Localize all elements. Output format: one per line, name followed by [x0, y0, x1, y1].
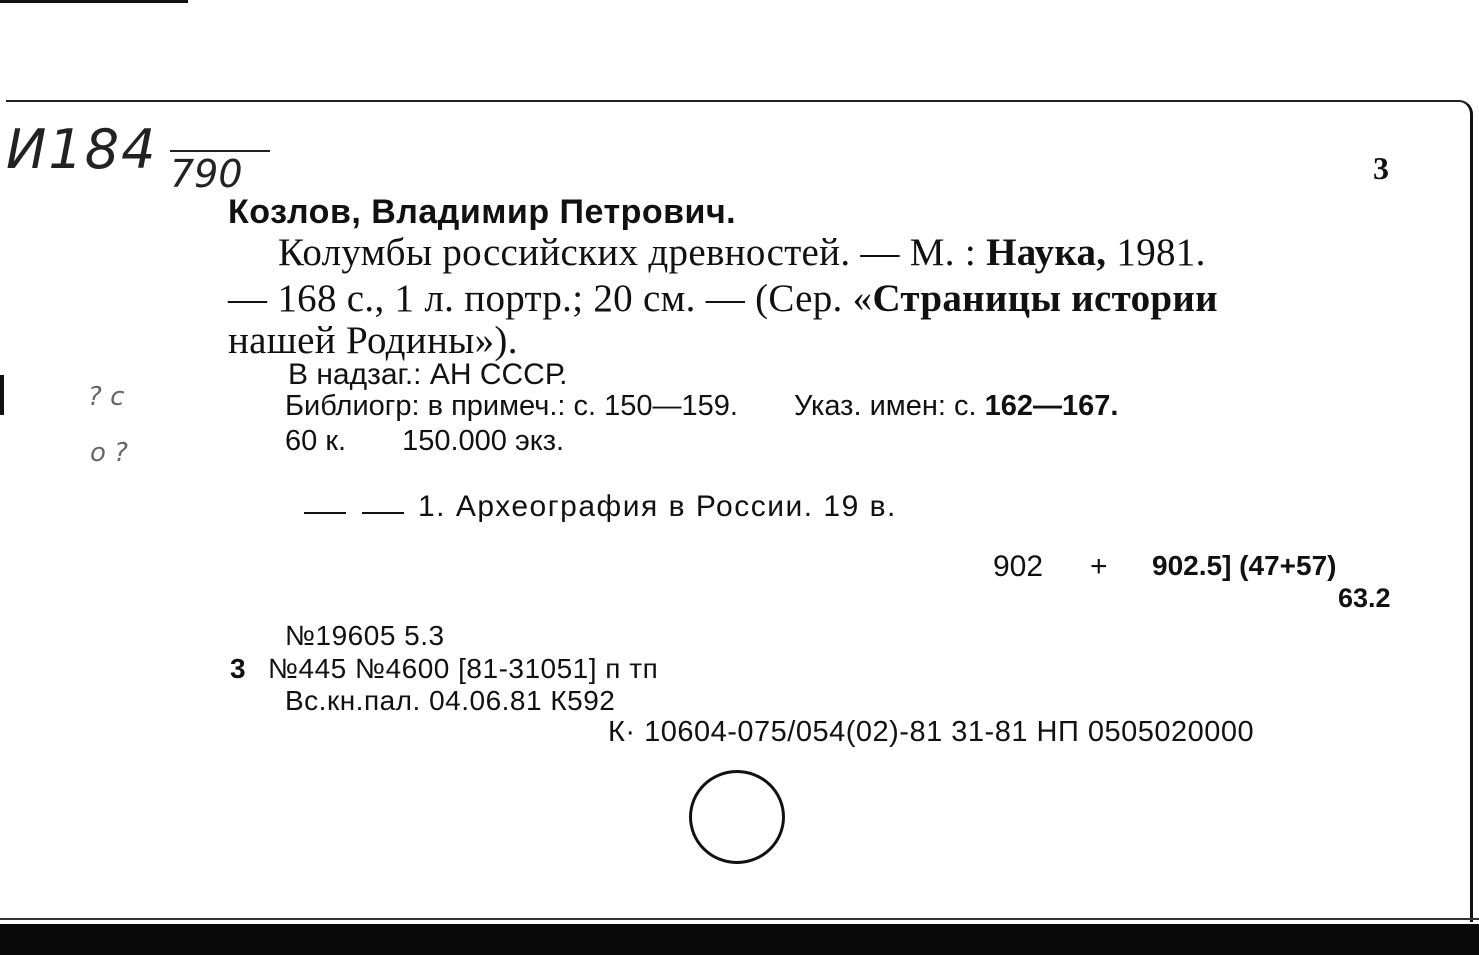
subject-dash	[304, 512, 346, 514]
bibliography-text: Библиогр: в примеч.: с. 150—159.	[285, 390, 738, 422]
tech-line-3: Вс.кн.пал. 04.06.81 К592	[285, 685, 616, 716]
handwritten-shelfmark-sub: 790	[170, 152, 243, 196]
handwritten-shelfmark: И184	[6, 118, 158, 181]
handwritten-margin-note: о ?	[90, 438, 128, 468]
classification-b: 902.5] (47+57)	[1152, 550, 1337, 581]
print-run: 150.000 экз.	[402, 425, 565, 457]
classification-a: 902	[993, 550, 1044, 583]
tech-line-2: №445 №4600 [81-31051] п тп	[268, 653, 659, 684]
series-end: нашей Родины»).	[228, 319, 518, 362]
price: 60 к.	[285, 425, 347, 457]
scan-top-rule	[0, 0, 188, 3]
extent-line	[228, 276, 1218, 321]
subject-dash	[362, 512, 404, 514]
year: 1981.	[1106, 231, 1206, 274]
index-pages: 162—167.	[984, 390, 1119, 422]
tech-line-1: №19605 5.3	[285, 620, 445, 651]
tech-line-2-number: 3	[230, 653, 246, 684]
author-heading: Козлов, Владимир Петрович.	[228, 193, 737, 231]
series-title: Страницы истории	[872, 277, 1218, 320]
scan-bottom-band	[0, 924, 1479, 955]
punch-hole	[689, 770, 785, 864]
scan-left-mark	[0, 375, 4, 415]
index-text: Указ. имен: с.	[793, 390, 985, 422]
extent-text: — 168 с., 1 л. портр.; 20 см. — (Сер. «	[228, 277, 873, 320]
classification-c: 63.2	[1338, 583, 1391, 613]
subject-heading: 1. Археография в России. 19 в.	[418, 490, 897, 523]
classification-plus: +	[1090, 550, 1108, 583]
price-line	[285, 425, 564, 458]
card-bottom-edge	[0, 918, 1479, 920]
note-bibliography	[285, 390, 1118, 423]
note-header: В надзаг.: АН СССР.	[288, 358, 568, 391]
publisher: Наука,	[986, 231, 1107, 274]
handwritten-margin-note: ? с	[88, 382, 125, 412]
title-text: Колумбы российских древностей. — М. :	[278, 231, 987, 274]
card-number: 3	[1373, 150, 1389, 186]
title-line	[278, 230, 1206, 275]
catalog-code-line: К· 10604-075/054(02)-81 31-81 НП 0505020000	[608, 716, 1255, 748]
